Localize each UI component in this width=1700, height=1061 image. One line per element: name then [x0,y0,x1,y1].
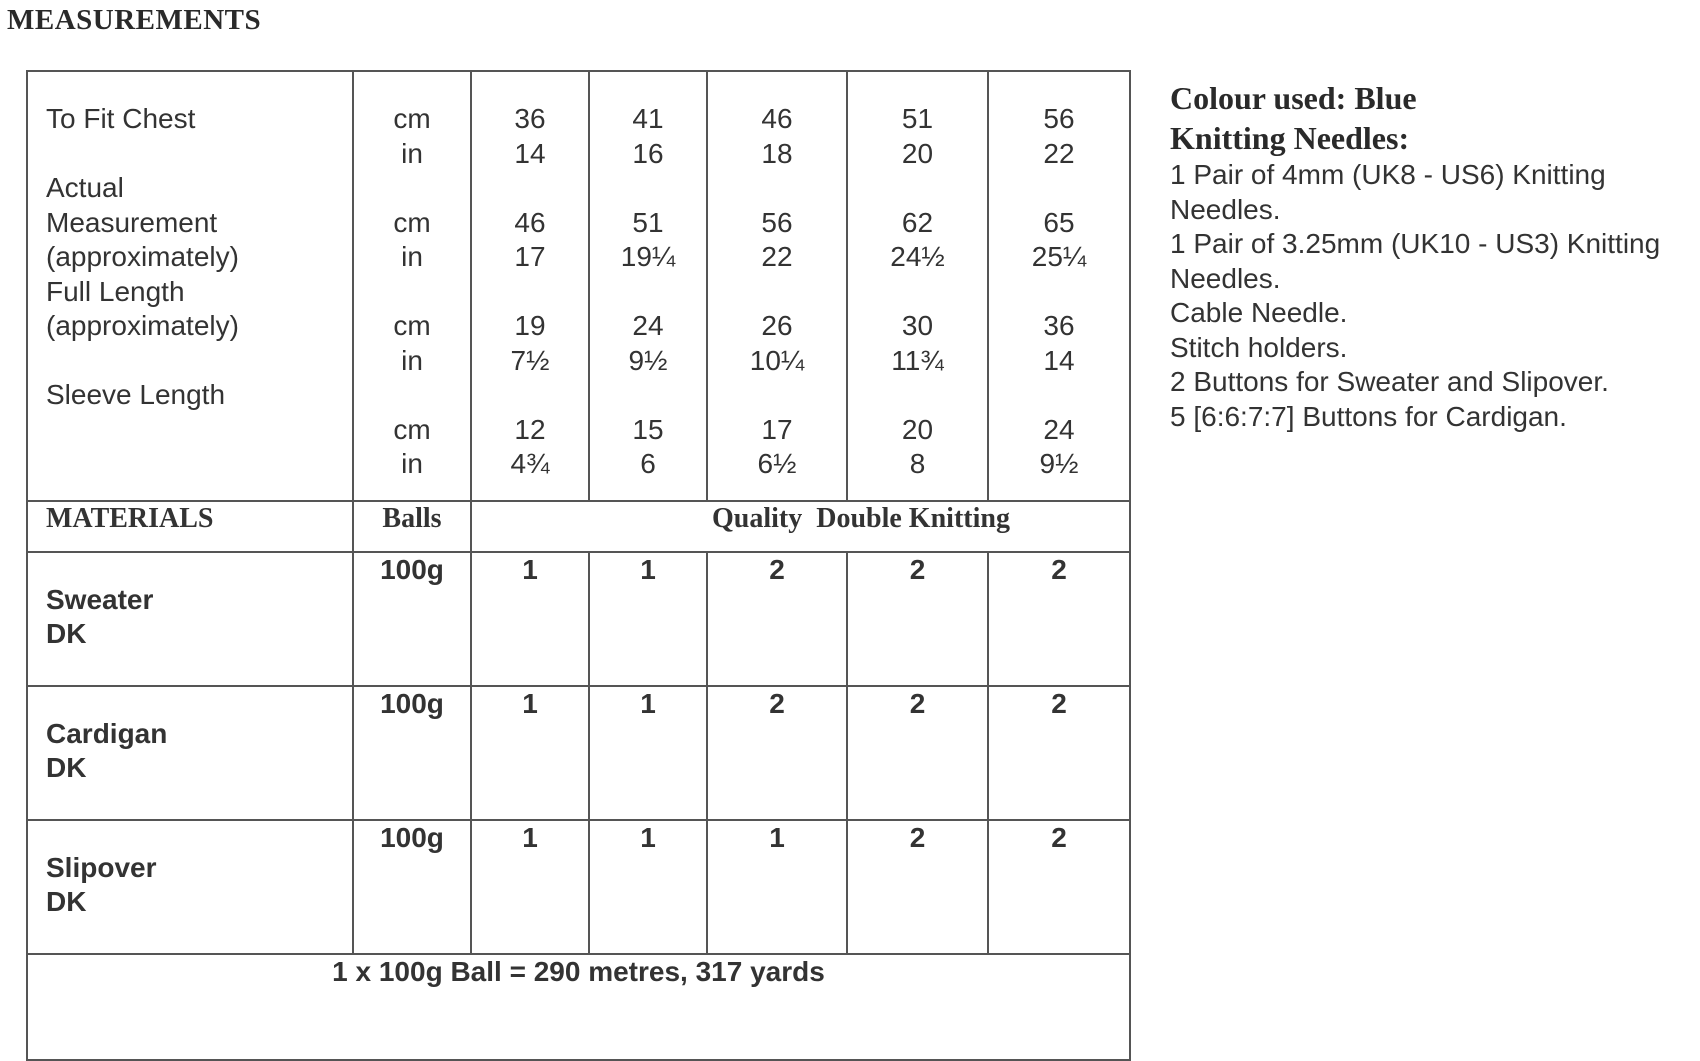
page-title: MEASUREMENTS [7,4,262,36]
ball-count: 1 [589,552,707,686]
accessory-line: 2 Buttons for Sweater and Slipover. [1170,366,1609,397]
size-column-1 [471,71,589,501]
side-info [1170,78,1690,434]
materials-header-row [27,501,1130,552]
material-name: Slipover [46,851,157,883]
size-value: 51 [632,206,664,238]
ball-count: 2 [988,686,1130,820]
ball-count: 1 [471,820,589,954]
ball-count: 1 [471,552,589,686]
accessory-line: 5 [6:6:7:7] Buttons for Cardigan. [1170,400,1567,432]
size-value: 17 [761,413,793,445]
size-value: 18 [761,137,793,169]
material-label [27,552,353,686]
ball-count: 2 [988,820,1130,954]
material-row-sweater [27,552,1130,686]
unit-in: in [401,241,423,272]
balls-heading: Balls [353,501,471,552]
size-value: 56 [1043,103,1075,134]
actual-label-3: (approximately) [46,241,239,272]
size-value: 62 [901,206,934,238]
ball-count: 2 [847,552,988,686]
size-value: 24 [1043,413,1075,445]
unit-in: in [401,344,423,376]
size-value: 14 [1043,344,1075,376]
material-type: DK [46,886,87,917]
ball-count: 1 [707,820,847,954]
unit-cm: cm [393,310,431,341]
material-weight: 100g [353,552,471,686]
size-value: 22 [761,241,793,272]
unit-column [353,71,471,501]
size-value: 15 [632,413,664,445]
ball-count: 2 [988,552,1130,686]
material-type: DK [46,752,87,783]
size-column-5 [988,71,1130,501]
accessory-line: Cable Needle. [1170,297,1348,328]
actual-label-1: Actual [46,172,124,203]
length-label-2: (approximately) [46,310,239,341]
size-value: 20 [901,413,934,445]
size-value: 24½ [890,241,945,272]
size-column-3 [707,71,847,501]
unit-cm: cm [393,103,431,134]
chest-label: To Fit Chest [46,103,196,134]
material-label [27,820,353,954]
materials-heading: MATERIALS [27,501,353,552]
size-value: 41 [632,103,664,134]
ball-count: 2 [847,686,988,820]
size-value: 19 [514,310,546,341]
needle-line: 1 Pair of 3.25mm (UK10 - US3) Knitting [1170,228,1661,259]
material-name: Cardigan [46,717,168,749]
ball-count: 2 [847,820,988,954]
actual-label-2: Measurement [46,206,218,238]
size-value: 12 [514,413,546,445]
size-value: 30 [901,310,934,341]
ball-count: 2 [707,552,847,686]
ball-count: 1 [471,686,589,820]
material-type: DK [46,618,87,649]
size-value: 19¼ [620,241,676,272]
material-weight: 100g [353,686,471,820]
size-value: 6 [640,448,656,479]
material-label [27,686,353,820]
size-value: 10¼ [749,344,805,376]
size-value: 11¾ [891,344,944,376]
size-value: 65 [1043,206,1075,238]
size-value: 25¼ [1031,241,1087,272]
unit-cm: cm [393,206,431,238]
needles-heading: Knitting Needles: [1170,120,1410,156]
material-weight: 100g [353,820,471,954]
measurements-row [27,71,1130,501]
footer-note: 1 x 100g Ball = 290 metres, 317 yards [27,954,1130,1060]
size-value: 7½ [510,344,550,376]
ball-count: 2 [707,686,847,820]
ball-count: 1 [589,686,707,820]
size-value: 36 [514,103,546,134]
length-label-1: Full Length [46,275,185,307]
size-value: 6½ [757,448,797,479]
quality-heading: Quality Double Knitting [471,501,1130,552]
size-column-4 [847,71,988,501]
size-value: 46 [514,206,546,238]
sleeve-label: Sleeve Length [46,379,226,410]
size-value: 9½ [628,344,668,376]
size-value: 8 [909,448,926,479]
material-row-slipover [27,820,1130,954]
size-value: 56 [761,206,793,238]
size-value: 22 [1043,137,1075,169]
size-value: 16 [632,137,664,169]
size-value: 4¾ [510,448,550,479]
size-value: 36 [1043,310,1075,341]
size-value: 26 [761,310,793,341]
size-value: 20 [901,137,934,169]
needle-line: Needles. [1170,193,1281,225]
needle-line: 1 Pair of 4mm (UK8 - US6) Knitting [1170,159,1606,190]
colour-used: Colour used: Blue [1170,80,1417,116]
unit-in: in [401,448,423,479]
footer-row [27,954,1130,1060]
size-column-2 [589,71,707,501]
size-value: 9½ [1039,448,1079,479]
needle-line: Needles. [1170,262,1281,294]
size-value: 14 [514,137,546,169]
size-value: 24 [632,310,664,341]
accessory-line: Stitch holders. [1170,331,1348,363]
size-value: 51 [901,103,934,134]
material-row-cardigan [27,686,1130,820]
unit-cm: cm [393,413,431,445]
material-name: Sweater [46,583,154,615]
measurement-labels [27,71,353,501]
ball-count: 1 [589,820,707,954]
measurements-table [26,70,1131,1061]
size-value: 46 [761,103,793,134]
size-value: 17 [514,241,546,272]
unit-in: in [401,137,423,169]
